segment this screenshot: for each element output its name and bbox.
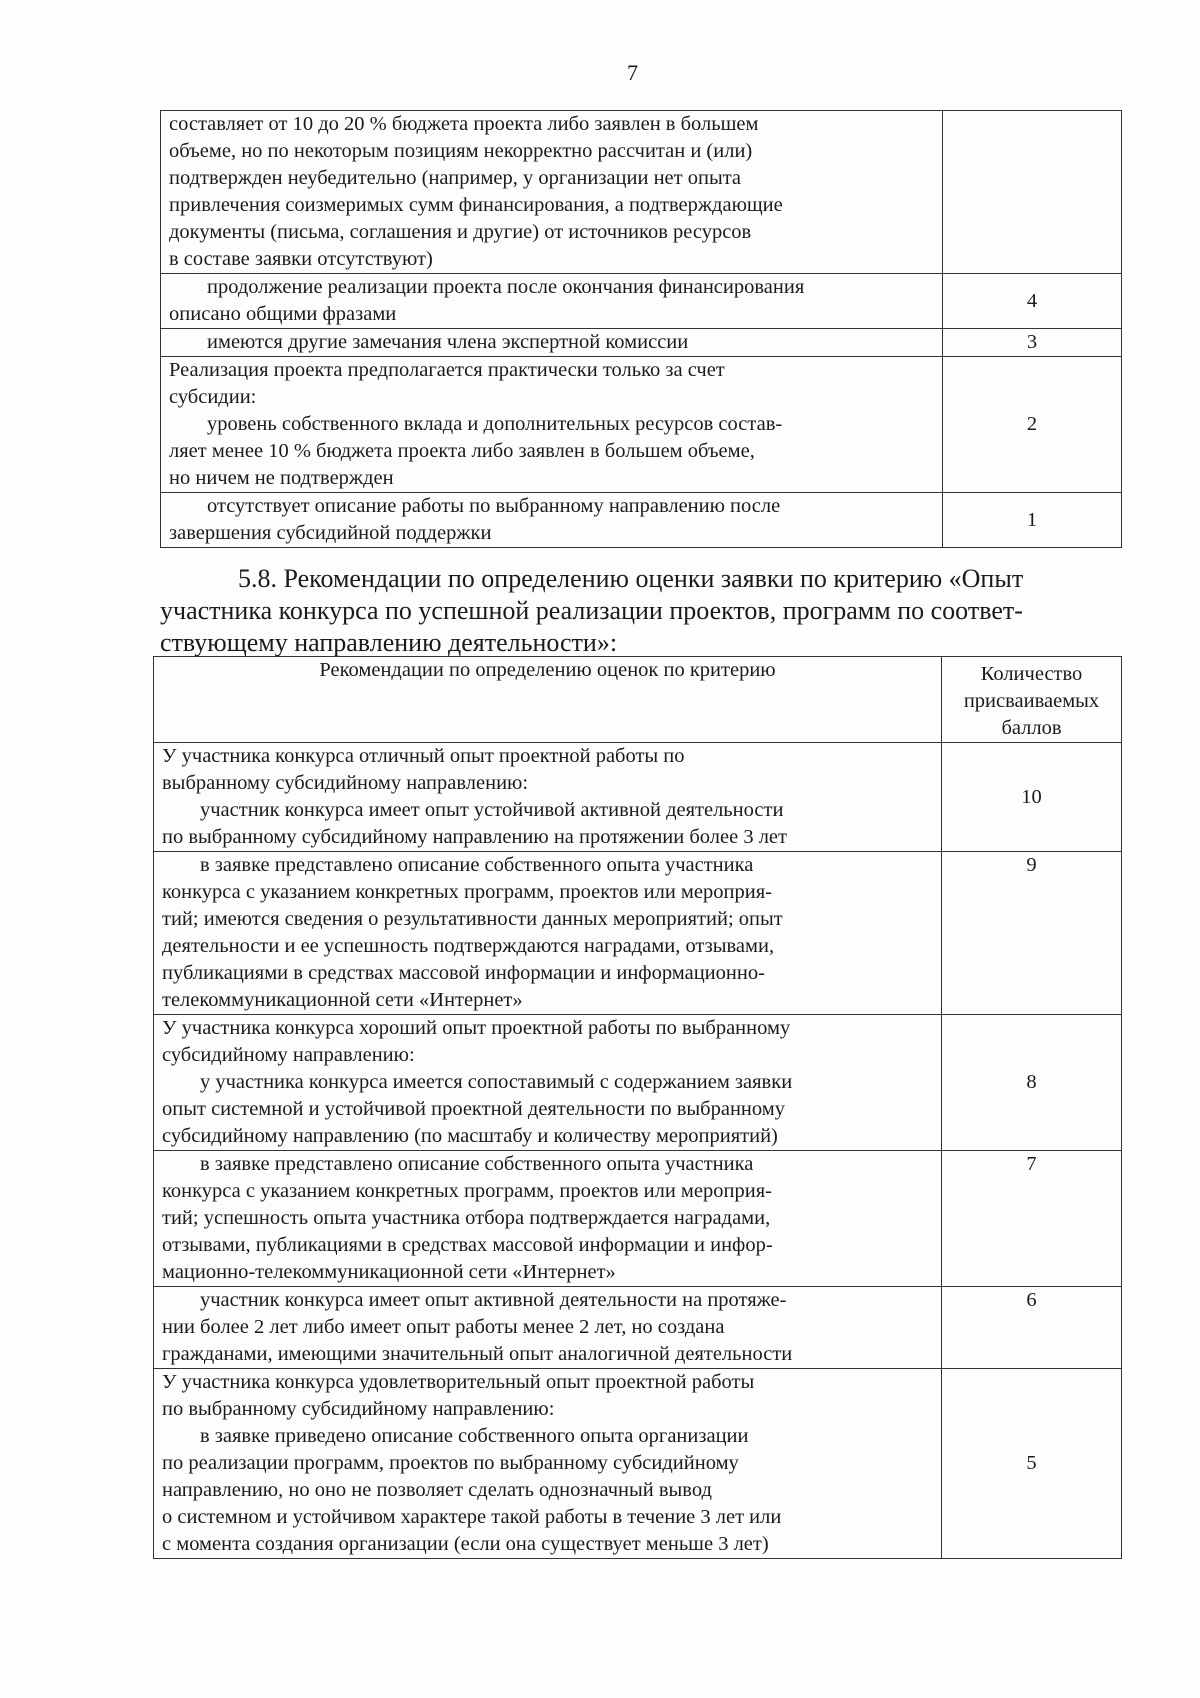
criteria-line: участник конкурса имеет опыт устойчивой активной деятельности bbox=[200, 799, 784, 821]
criteria-line: подтвержден неубедительно (например, у организации нет опыта bbox=[169, 167, 742, 189]
criteria-line: по выбранному субсидийному направлению: bbox=[162, 1398, 555, 1420]
criteria-line: ляет менее 10 % бюджета проекта либо заявлен в большем объеме, bbox=[169, 440, 755, 462]
score-cell: 10 bbox=[942, 743, 1122, 852]
criteria-table-continued bbox=[160, 110, 1122, 548]
criteria-line: У участника конкурса хороший опыт проектной работы по выбранному bbox=[162, 1017, 791, 1039]
score-cell: 9 bbox=[942, 852, 1122, 1015]
criteria-line: продолжение реализации проекта после окончания финансирования bbox=[207, 276, 805, 298]
criteria-line: тий; успешность опыта участника отбора подтверждается наградами, bbox=[162, 1207, 771, 1229]
score-cell: 7 bbox=[942, 1151, 1122, 1287]
header-score-line: баллов bbox=[1001, 717, 1062, 739]
criteria-line: конкурса с указанием конкретных программ, проектов или мероприя- bbox=[162, 881, 772, 903]
section-heading-5-8 bbox=[160, 563, 1122, 659]
score-cell: 6 bbox=[942, 1287, 1122, 1369]
criteria-cell bbox=[154, 1287, 942, 1369]
score-cell bbox=[943, 111, 1122, 274]
experience-table-body bbox=[154, 743, 1122, 1559]
criteria-line: но ничем не подтвержден bbox=[169, 467, 394, 489]
criteria-line: деятельности и ее успешность подтверждаются наградами, отзывами, bbox=[162, 935, 775, 957]
criteria-line: уровень собственного вклада и дополнительных ресурсов состав- bbox=[207, 413, 783, 435]
criteria-line: отсутствует описание работы по выбранному направлению после bbox=[207, 495, 781, 517]
criteria-line: телекоммуникационной сети «Интернет» bbox=[162, 989, 523, 1011]
criteria-line: субсидийному направлению: bbox=[162, 1044, 415, 1066]
criteria-line: Реализация проекта предполагается практически только за счет bbox=[169, 359, 725, 381]
criteria-line: в составе заявки отсутствуют) bbox=[169, 248, 433, 270]
score-cell: 3 bbox=[943, 329, 1122, 357]
criteria-line: У участника конкурса отличный опыт проектной работы по bbox=[162, 745, 685, 767]
criteria-line: субсидии: bbox=[169, 386, 257, 408]
criteria-line: описано общими фразами bbox=[169, 303, 397, 325]
page-number: 7 bbox=[627, 60, 638, 85]
criteria-line: выбранному субсидийному направлению: bbox=[162, 772, 529, 794]
criteria-cell bbox=[154, 852, 942, 1015]
experience-criteria-table bbox=[153, 656, 1122, 1559]
criteria-cell bbox=[154, 1015, 942, 1151]
criteria-cell bbox=[154, 743, 942, 852]
criteria-line: о системном и устойчивом характере такой работы в течение 3 лет или bbox=[162, 1506, 782, 1528]
criteria-line: имеются другие замечания члена экспертной комиссии bbox=[207, 331, 689, 353]
criteria-cell bbox=[154, 1369, 942, 1559]
table-header-row bbox=[154, 657, 1122, 743]
criteria-cell bbox=[161, 111, 943, 274]
score-cell: 8 bbox=[942, 1015, 1122, 1151]
table-row bbox=[154, 743, 1122, 852]
table-row bbox=[154, 1151, 1122, 1287]
criteria-line: составляет от 10 до 20 % бюджета проекта либо заявлен в большем bbox=[169, 113, 759, 135]
score-cell: 4 bbox=[943, 274, 1122, 329]
criteria-line: мационно-телекоммуникационной сети «Интернет» bbox=[162, 1261, 616, 1283]
score-cell: 5 bbox=[942, 1369, 1122, 1559]
criteria-line: нии более 2 лет либо имеет опыт работы менее 2 лет, но создана bbox=[162, 1316, 725, 1338]
criteria-line: завершения субсидийной поддержки bbox=[169, 522, 492, 544]
criteria-cell bbox=[161, 329, 943, 357]
table-row bbox=[161, 274, 1122, 329]
criteria-line: тий; имеются сведения о результативности данных мероприятий; опыт bbox=[162, 908, 783, 930]
criteria-cell bbox=[161, 357, 943, 493]
criteria-line: в заявке приведено описание собственного опыта организации bbox=[200, 1425, 749, 1447]
criteria-line: в заявке представлено описание собственного опыта участника bbox=[200, 854, 754, 876]
table-row bbox=[161, 329, 1122, 357]
criteria-cell bbox=[161, 493, 943, 548]
criteria-line: документы (письма, соглашения и другие) от источников ресурсов bbox=[169, 221, 752, 243]
criteria-line: направлению, но оно не позволяет сделать однозначный вывод bbox=[162, 1479, 712, 1501]
criteria-line: объеме, но по некоторым позициям некорректно рассчитан и (или) bbox=[169, 140, 753, 162]
header-criteria: Рекомендации по определению оценок по критерию bbox=[154, 657, 942, 743]
header-score-line: Количество bbox=[980, 663, 1083, 685]
table-row bbox=[161, 111, 1122, 274]
section-heading-line: 5.8. Рекомендации по определению оценки заявки по критерию «Опыт bbox=[238, 564, 1024, 593]
criteria-line: у участника конкурса имеется сопоставимый с содержанием заявки bbox=[200, 1071, 793, 1093]
criteria-cell bbox=[154, 1151, 942, 1287]
criteria-line: опыт системной и устойчивой проектной деятельности по выбранному bbox=[162, 1098, 785, 1120]
criteria-line: по выбранному субсидийному направлению на протяжении более 3 лет bbox=[162, 826, 787, 848]
score-cell: 1 bbox=[943, 493, 1122, 548]
criteria-line: привлечения соизмеримых сумм финансирования, а подтверждающие bbox=[169, 194, 783, 216]
section-heading-line: участника конкурса по успешной реализации проектов, программ по соответ- bbox=[160, 596, 1023, 625]
table-row bbox=[161, 357, 1122, 493]
table-row bbox=[154, 1015, 1122, 1151]
criteria-line: с момента создания организации (если она существует меньше 3 лет) bbox=[162, 1533, 769, 1555]
header-score-line: присваиваемых bbox=[963, 690, 1100, 712]
criteria-line: гражданами, имеющими значительный опыт аналогичной деятельности bbox=[162, 1343, 793, 1365]
criteria-line: публикациями в средствах массовой информации и информационно- bbox=[162, 962, 765, 984]
criteria-table-body bbox=[161, 111, 1122, 548]
criteria-cell bbox=[161, 274, 943, 329]
table-row bbox=[154, 1287, 1122, 1369]
criteria-line: конкурса с указанием конкретных программ, проектов или мероприя- bbox=[162, 1180, 772, 1202]
criteria-line: по реализации программ, проектов по выбранному субсидийному bbox=[162, 1452, 739, 1474]
criteria-line: У участника конкурса удовлетворительный опыт проектной работы bbox=[162, 1371, 755, 1393]
table-row bbox=[154, 1369, 1122, 1559]
score-cell: 2 bbox=[943, 357, 1122, 493]
criteria-line: участник конкурса имеет опыт активной деятельности на протяже- bbox=[200, 1289, 787, 1311]
table-row bbox=[161, 493, 1122, 548]
criteria-line: отзывами, публикациями в средствах массовой информации и инфор- bbox=[162, 1234, 773, 1256]
criteria-line: субсидийному направлению (по масштабу и количеству мероприятий) bbox=[162, 1125, 778, 1147]
criteria-line: в заявке представлено описание собственного опыта участника bbox=[200, 1153, 754, 1175]
section-heading-line: ствующему направлению деятельности»: bbox=[160, 628, 618, 657]
header-score bbox=[942, 657, 1122, 743]
table-row bbox=[154, 852, 1122, 1015]
